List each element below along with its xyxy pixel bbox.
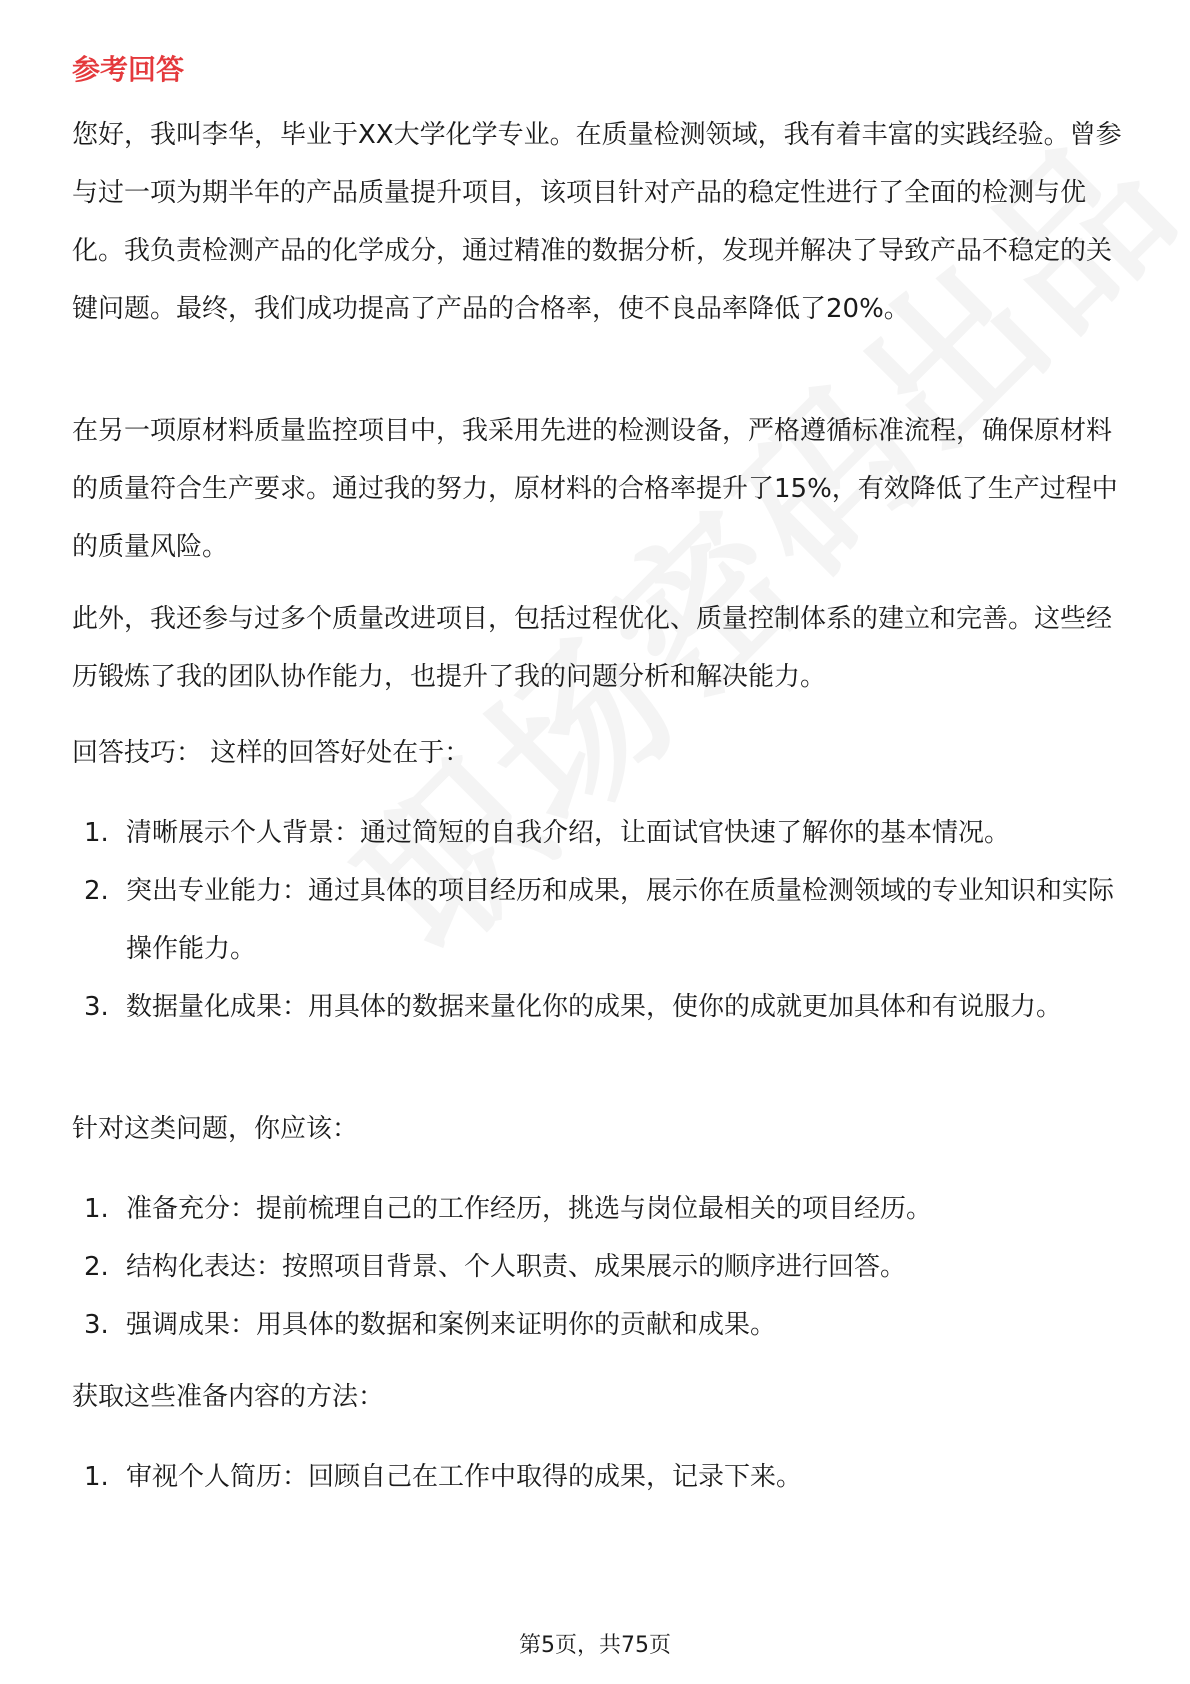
page-number-footer: 第5页，共75页 (519, 1633, 671, 1658)
list-item-text: 审视个人简历：回顾自己在工作中取得的成果，记录下来。 (126, 1462, 803, 1492)
list-item (72, 1448, 1132, 1506)
list-item (72, 804, 1132, 862)
list-item-text: 突出专业能力：通过具体的项目经历和成果，展示你在质量检测领域的专业知识和实际操作能力。 (126, 876, 1115, 964)
list-item-text: 强调成果：用具体的数据和案例来证明你的贡献和成果。 (126, 1310, 777, 1340)
answer-paragraph-2: 在另一项原材料质量监控项目中，我采用先进的检测设备，严格遵循标准流程，确保原材料的质量符合生产要求。通过我的努力，原材料的合格率提升了15%，有效降低了生产过程中的质量风险。 (72, 416, 1118, 562)
tips-list (72, 804, 1132, 1036)
list-item-text: 准备充分：提前梳理自己的工作经历，挑选与岗位最相关的项目经历。 (126, 1194, 933, 1224)
should-label: 针对这类问题，你应该： (72, 1114, 359, 1144)
methods-list (72, 1448, 1132, 1506)
answer-paragraph-3: 此外，我还参与过多个质量改进项目，包括过程优化、质量控制体系的建立和完善。这些经历锻炼了我的团队协作能力，也提升了我的问题分析和解决能力。 (72, 604, 1113, 692)
list-number: 3. (84, 992, 109, 1022)
methods-label: 获取这些准备内容的方法： (72, 1382, 385, 1412)
list-number: 3. (84, 1310, 109, 1340)
list-item (72, 1238, 1132, 1296)
list-number: 2. (84, 1252, 109, 1282)
should-list (72, 1180, 1132, 1354)
list-item (72, 1180, 1132, 1238)
answer-paragraph-1: 您好，我叫李华，毕业于XX大学化学专业。在质量检测领域，我有着丰富的实践经验。曾参与过一项为期半年的产品质量提升项目，该项目针对产品的稳定性进行了全面的检测与优化。我负责检测产品的化学成分，通过精准的数据分析，发现并解决了导致产品不稳定的关键问题。最终，我们成功提高了产品的合格率，使不良品率降低了20%。 (72, 120, 1122, 324)
list-number: 1. (84, 1194, 109, 1224)
list-item (72, 862, 1132, 978)
list-item (72, 978, 1132, 1036)
list-item-text: 结构化表达：按照项目背景、个人职责、成果展示的顺序进行回答。 (126, 1252, 907, 1282)
list-number: 1. (84, 818, 109, 848)
list-number: 1. (84, 1462, 109, 1492)
section-heading: 参考回答 (72, 53, 185, 86)
list-item-text: 数据量化成果：用具体的数据来量化你的成果，使你的成就更加具体和有说服力。 (126, 992, 1063, 1022)
list-item (72, 1296, 1132, 1354)
tips-label: 回答技巧： 这样的回答好处在于： (72, 738, 471, 768)
list-number: 2. (84, 876, 109, 906)
list-item-text: 清晰展示个人背景：通过简短的自我介绍，让面试官快速了解你的基本情况。 (126, 818, 1011, 848)
